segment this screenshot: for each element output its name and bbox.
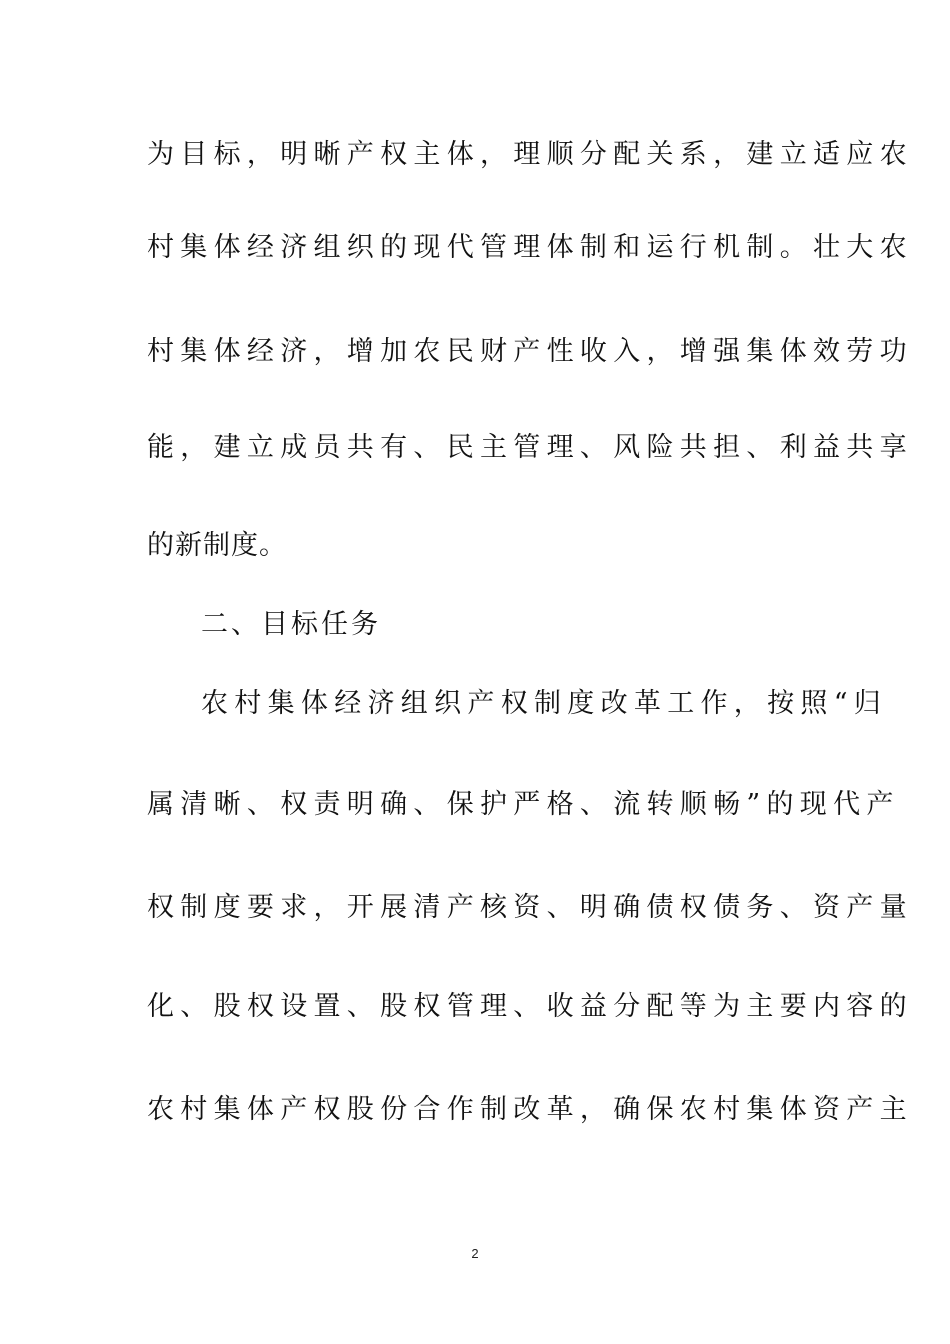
paragraph-line: 为目标，明晰产权主体，理顺分配关系，建立适应农: [147, 139, 913, 170]
paragraph-line: 权制度要求，开展清产核资、明确债权债务、资产量: [147, 892, 913, 923]
paragraph-line: 能，建立成员共有、民主管理、风险共担、利益共享: [147, 432, 913, 463]
paragraph-line: 村集体经济组织的现代管理体制和运行机制。壮大农: [147, 232, 913, 263]
paragraph-line: 农村集体产权股份合作制改革，确保农村集体资产主: [147, 1094, 913, 1125]
paragraph-line: 村集体经济，增加农民财产性收入，增强集体效劳功: [147, 336, 913, 367]
paragraph-line: 农村集体经济组织产权制度改革工作，按照“归: [201, 688, 888, 719]
section-heading: 二、目标任务: [201, 609, 381, 640]
paragraph-line: 属清晰、权责明确、保护严格、流转顺畅”的现代产: [147, 789, 900, 820]
paragraph-line: 的新制度。: [147, 530, 287, 561]
page-number: 2: [471, 1246, 479, 1261]
paragraph-line: 化、股权设置、股权管理、收益分配等为主要内容的: [147, 991, 913, 1022]
